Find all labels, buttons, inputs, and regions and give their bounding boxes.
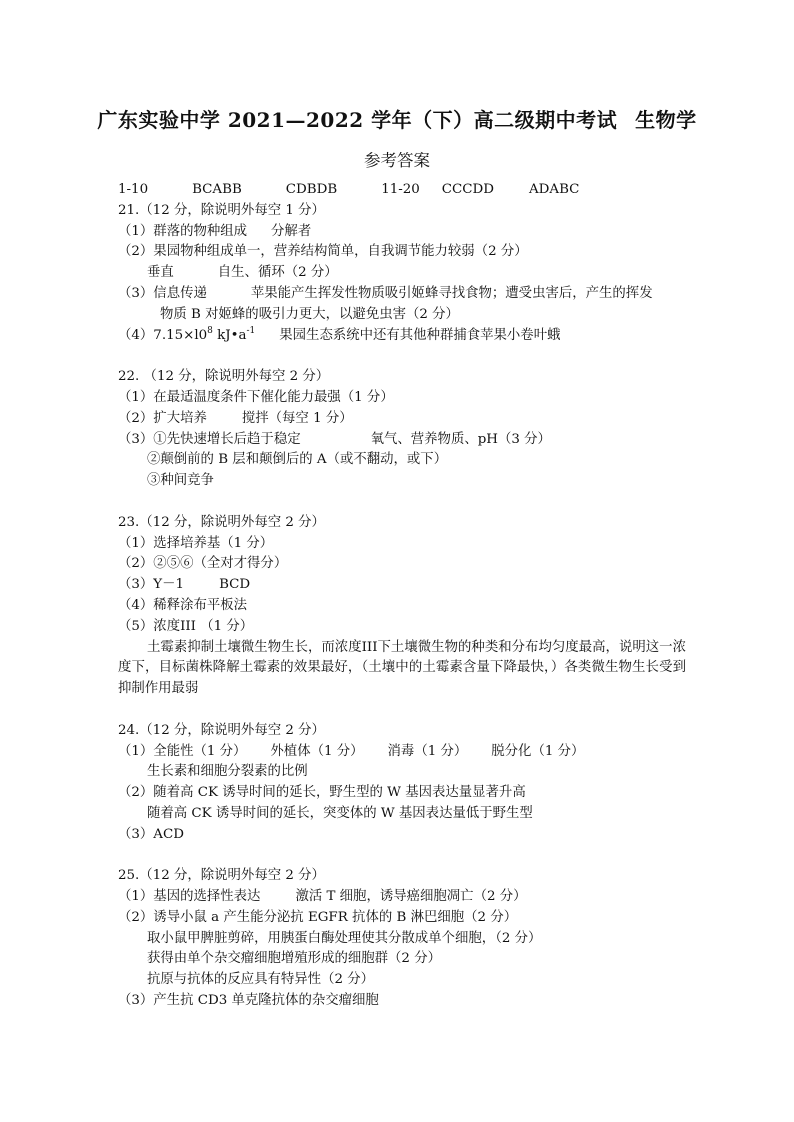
q24-a1c: 消毒（1 分） [387,743,468,759]
q25-answer-2-step4: 抗原与抗体的反应具有特异性（2 分） [147,972,375,988]
choice-range-2: 11-20 [381,182,420,197]
q24-answer-3: （3）ACD [118,826,184,842]
q22-answer-3-part3: ③种间竞争 [147,473,214,489]
q23-answer-3 [118,575,686,596]
q22-answer-1: （1）在最适温度条件下催化能力最强（1 分） [118,389,394,405]
q23-heading: 23.（12 分，除说明外每空 2 分） [118,514,325,530]
q21-a1b: 分解者 [271,223,312,239]
q21-a4-exponent: 8 [207,325,213,336]
q24-answer-2: （2）随着高 CK 诱导时间的延长，野生型的 W 基因表达量显著升高 [118,785,526,801]
page-title [0,104,794,133]
q23-answer-5: （5）浓度III （1 分） [118,618,254,634]
q21-a4-value: （4）7.15×l0 [118,327,208,343]
q22-a2: （2）扩大培养 [118,410,207,426]
q25-answer-2-step3: 获得由单个杂交瘤细胞增殖形成的细胞群（2 分） [147,951,441,967]
subject-label: 生物学 [635,108,697,132]
q21-a3: （3）信息传递 [118,285,207,301]
q22-a2b: 搅拌（每空 1 分） [241,410,353,426]
choice-range-1: 1-10 [118,182,149,197]
q21-a3b: 苹果能产生挥发性物质吸引姬蜂寻找食物；遭受虫害后，产生的挥发 [250,285,653,301]
q24-answer-2-cont: 随着高 CK 诱导时间的延长，突变体的 W 基因表达量低于野生型 [147,805,533,821]
q25-heading: 25.（12 分，除说明外每空 2 分） [118,868,325,884]
q22-answer-3-part2: ②颠倒前的 B 层和颠倒后的 A（或不翻动，或下） [147,452,448,468]
q25-a1: （1）基因的选择性表达 [118,889,261,905]
q21-answer-2-cont [118,263,686,284]
q25-answer-2: （2）诱导小鼠 a 产生能分泌抗 EGFR 抗体的 B 淋巴细胞（2 分） [118,909,518,925]
choice-group-2: CDBDB [285,182,338,197]
q21-a4-unit-exponent: -1 [246,325,256,336]
q21-a2c: 自生、循环（2 分） [217,265,338,281]
q25-a1b: 激活 T 细胞，诱导癌细胞凋亡（2 分） [295,889,527,905]
q23-a5b: 土霉素抑制土壤微生物生长，而浓度III下土壤微生物的种类和分布均匀度最高，说明这一浓度下，目标菌株降解土霉素的效果最好，（土壤中的土霉素含量下降最快，）各类微生物生长受到抑制作用最弱 [118,639,686,697]
q21-a4-unit: kJ•a [212,327,247,343]
choice-group-4: ADABC [529,182,580,197]
q21-a1: （1）群落的物种组成 [118,223,248,239]
exam-title: 广东实验中学 2021—2022 学年（下）高二级期中考试 [97,108,618,132]
q21-answer-3-cont: 物质 B 对姬蜂的吸引力更大，以避免虫害（2 分） [160,306,459,322]
q21-heading: 21.（12 分，除说明外每空 1 分） [118,202,325,218]
q24-a1d: 脱分化（1 分） [491,743,585,759]
q23-a3: （3）Y－1 [118,577,185,593]
choice-group-3: CCCDD [441,182,495,197]
q21-a2b: 垂直 [147,265,174,281]
q23-answer-5-explanation [118,638,686,700]
q21-answer-3 [118,284,686,305]
q23-answer-2: （2）②⑤⑥（全对才得分） [118,556,288,572]
q25-answer-3: （3）产生抗 CD3 单克隆抗体的杂交瘤细胞 [118,993,379,1009]
answer-content [118,180,686,1012]
q24-a1: （1）全能性（1 分） [118,743,247,759]
q22-heading: 22. （12 分，除说明外每空 2 分） [118,369,330,385]
q24-a1b: 外植体（1 分） [270,743,364,759]
q22-answer-2 [118,409,686,430]
page-subtitle: 参考答案 [364,151,430,170]
q23-a3b: BCD [219,577,251,593]
q22-answer-3 [118,430,686,451]
q25-answer-1 [118,887,686,908]
q24-heading: 24.（12 分，除说明外每空 2 分） [118,722,325,738]
choice-answers [118,180,686,201]
q24-answer-1-cont: 生长素和细胞分裂素的比例 [147,764,308,780]
q21-answer-4 [118,326,686,347]
q22-a3: （3）①先快速增长后趋于稳定 [118,431,301,447]
q22-a3b: 氧气、营养物质、pH（3 分） [370,431,551,447]
q23-answer-1: （1）选择培养基（1 分） [118,535,274,551]
q25-answer-2-step2: 取小鼠甲脾脏剪碎，用胰蛋白酶处理使其分散成单个细胞，（2 分） [147,930,542,946]
q24-answer-1 [118,742,686,763]
q21-a4b: 果园生态系统中还有其他种群捕食苹果小卷叶蛾 [279,327,561,343]
q21-answer-2: （2）果园物种组成单一，营养结构简单，自我调节能力较弱（2 分） [118,244,528,260]
q23-answer-4: （4）稀释涂布平板法 [118,597,248,613]
choice-group-1: BCABB [192,182,242,197]
q21-answer-1 [118,222,686,243]
